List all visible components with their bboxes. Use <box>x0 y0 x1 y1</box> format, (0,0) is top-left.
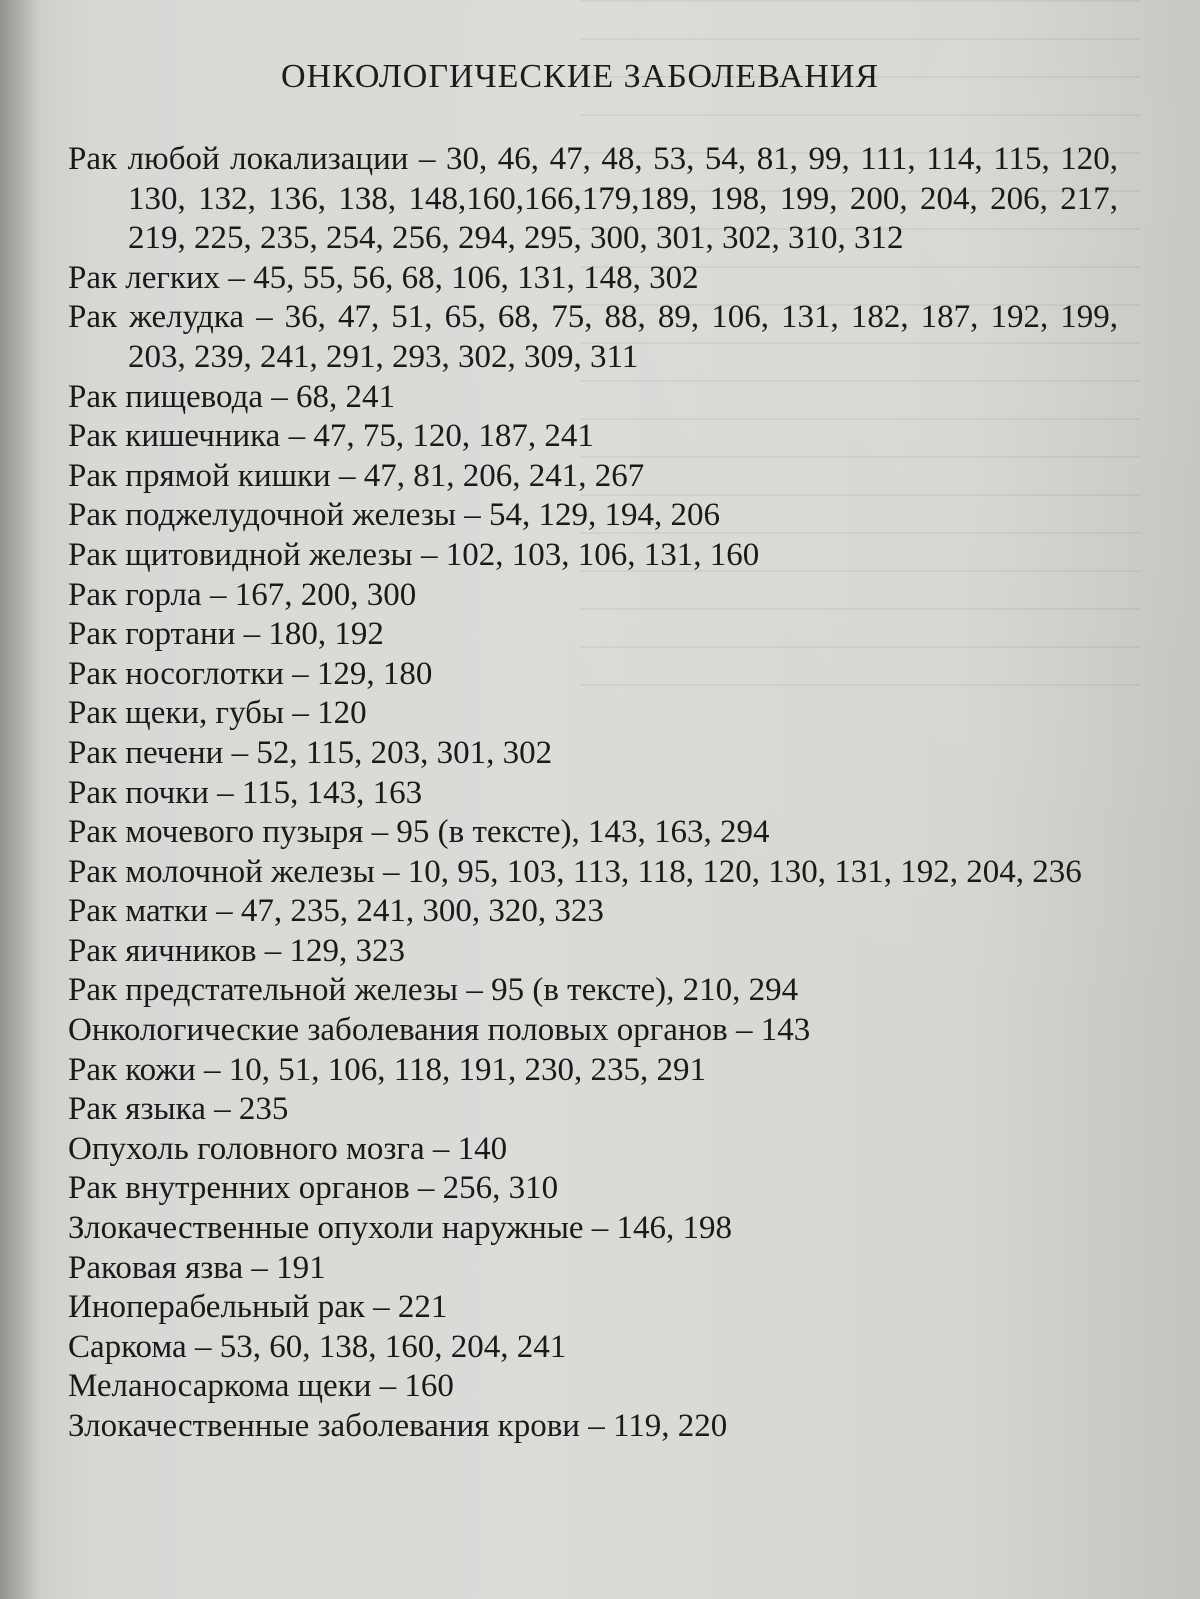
index-page-numbers: 30, 46, 47, 48, 53, 54, 81, 99, 111, 114, 115, 120, 130, 132, 136, 138, 148,160,166,179,189, 198, 199, 200, 204, 206, 217, 219, 225, 235, 254, 256, 294, 295, 300, 301, 302, 310, 312 <box>128 141 1119 257</box>
index-term: Рак кишечника <box>68 418 281 455</box>
index-term: Рак любой локализации <box>68 141 409 177</box>
index-term: Рак внутренних органов <box>68 1170 410 1207</box>
index-term: Рак желудка <box>68 299 244 336</box>
index-entry <box>68 734 1118 774</box>
index-term: Рак языка <box>68 1091 206 1128</box>
index-entry <box>68 1407 1118 1447</box>
index-entry <box>68 378 1118 418</box>
index-entry <box>68 1209 1118 1249</box>
index-dash: – <box>204 1051 221 1088</box>
index-term: Рак гортани <box>68 616 236 653</box>
index-page-numbers: 68, 241 <box>296 378 396 415</box>
index-dash: – <box>292 695 309 732</box>
index-page-numbers: 95 (в тексте), 143, 163, 294 <box>396 814 770 851</box>
index-term: Рак кожи <box>68 1051 196 1088</box>
index-dash: – <box>379 1368 397 1405</box>
index-dash: – <box>417 1170 435 1207</box>
index-entry <box>68 259 1118 299</box>
index-term: Онкологические заболевания половых органов <box>68 1012 728 1049</box>
index-dash: – <box>338 457 356 494</box>
section-title: ОНКОЛОГИЧЕСКИЕ ЗАБОЛЕВАНИЯ <box>280 58 880 95</box>
index-term: Рак легких <box>68 259 221 296</box>
index-entry <box>68 298 1118 377</box>
index-term: Саркома <box>68 1328 187 1365</box>
index-term: Рак печени <box>68 734 224 771</box>
index-term: Рак матки <box>68 893 208 930</box>
index-dash: – <box>432 1130 450 1167</box>
index-dash: – <box>231 734 249 771</box>
index-page-numbers: 191 <box>276 1249 326 1286</box>
index-dash: – <box>251 1249 268 1286</box>
index-entry <box>68 140 1118 259</box>
index-term: Рак яичников <box>68 932 257 969</box>
index-page-numbers: 10, 51, 106, 118, 191, 230, 235, 291 <box>228 1051 707 1088</box>
index-page-numbers: 45, 55, 56, 68, 106, 131, 148, 302 <box>253 259 699 296</box>
index-page-numbers: 160 <box>404 1368 454 1405</box>
index-entry <box>68 813 1118 853</box>
index-dash: – <box>271 378 288 415</box>
index-term: Меланосаркома щеки <box>68 1368 372 1405</box>
index-term: Рак молочной железы <box>68 853 375 890</box>
index-term: Рак щеки, губы <box>68 695 285 732</box>
index-entry <box>68 1130 1118 1170</box>
index-entry <box>68 496 1118 536</box>
index-dash: – <box>214 1091 231 1128</box>
index-term: Раковая язва <box>68 1249 244 1286</box>
index-entry <box>68 417 1118 457</box>
index-page-numbers: 146, 198 <box>616 1210 733 1247</box>
index-dash: – <box>420 536 438 573</box>
index-dash: – <box>256 299 273 336</box>
page-gutter-shadow <box>0 0 40 1599</box>
index-page-numbers: 180, 192 <box>268 616 384 653</box>
index-dash: – <box>591 1210 609 1247</box>
index-term: Опухоль головного мозга <box>68 1130 425 1167</box>
index-entry <box>68 971 1118 1011</box>
index-entry <box>68 457 1118 497</box>
index-dash: – <box>383 853 400 890</box>
index-entry <box>68 1011 1118 1051</box>
index-entry <box>68 576 1118 616</box>
index-entry <box>68 1169 1118 1209</box>
index-page-numbers: 256, 310 <box>442 1170 559 1207</box>
index-page-numbers: 95 (в тексте), 210, 294 <box>491 972 799 1009</box>
index-page-numbers: 221 <box>397 1289 448 1326</box>
index-term: Рак носоглотки <box>68 655 284 692</box>
index-term: Рак прямой кишки <box>68 457 331 494</box>
index-term: Рак мочевого пузыря <box>68 814 364 851</box>
index-page-numbers: 115, 143, 163 <box>241 774 423 811</box>
index-entry <box>68 694 1118 734</box>
index-dash: – <box>418 141 436 177</box>
index-entry <box>68 536 1118 576</box>
index-page-numbers: 47, 81, 206, 241, 267 <box>363 457 645 494</box>
index-page-numbers: 120 <box>317 695 367 732</box>
index-term: Иноперабельный рак <box>68 1289 365 1326</box>
index-entry <box>68 774 1118 814</box>
index-page-numbers: 52, 115, 203, 301, 302 <box>256 734 553 771</box>
index-list <box>68 140 1118 1447</box>
index-dash: – <box>194 1328 212 1365</box>
index-dash: – <box>466 972 483 1009</box>
index-dash: – <box>371 814 389 851</box>
index-page-numbers: 10, 95, 103, 113, 118, 120, 130, 131, 192, 204, 236 <box>407 853 1082 890</box>
index-dash: – <box>264 932 282 969</box>
index-page-numbers: 102, 103, 106, 131, 160 <box>445 536 760 573</box>
index-dash: – <box>209 576 227 613</box>
index-dash: – <box>217 774 234 811</box>
index-term: Рак пищевода <box>68 378 264 415</box>
index-page-numbers: 54, 129, 194, 206 <box>489 497 721 534</box>
index-term: Злокачественные заболевания крови <box>68 1408 580 1444</box>
index-entry <box>68 1328 1118 1368</box>
index-dash: – <box>292 655 309 692</box>
index-entry <box>68 1051 1118 1091</box>
index-entry <box>68 1288 1118 1328</box>
index-page-numbers: 129, 180 <box>316 655 433 692</box>
index-page-numbers: 36, 47, 51, 65, 68, 75, 88, 89, 106, 131, 182, 187, 192, 199, 203, 239, 241, 291, 293, 302, 309, 311 <box>128 299 1119 375</box>
index-dash: – <box>735 1012 753 1049</box>
index-dash: – <box>588 1408 605 1444</box>
index-term: Рак почки <box>68 774 209 811</box>
index-page-numbers: 47, 235, 241, 300, 320, 323 <box>240 893 604 930</box>
index-dash: – <box>228 259 245 296</box>
index-page-numbers: 235 <box>238 1091 289 1128</box>
index-term: Злокачественные опухоли наружные <box>68 1210 584 1247</box>
index-page-numbers: 119, 220 <box>612 1408 728 1444</box>
index-page-numbers: 167, 200, 300 <box>234 576 417 613</box>
index-entry <box>68 1249 1118 1289</box>
index-page-numbers: 143 <box>760 1012 811 1049</box>
index-term: Рак горла <box>68 576 202 613</box>
index-dash: – <box>464 497 481 534</box>
index-entry <box>68 892 1118 932</box>
index-dash: – <box>288 418 306 455</box>
index-dash: – <box>216 893 233 930</box>
index-entry <box>68 1367 1118 1407</box>
index-entry <box>68 932 1118 972</box>
index-page-numbers: 140 <box>457 1130 508 1167</box>
index-entry <box>68 1090 1118 1130</box>
index-entry <box>68 655 1118 695</box>
index-entry <box>68 853 1118 893</box>
index-entry <box>68 615 1118 655</box>
index-term: Рак предстательной железы <box>68 972 459 1009</box>
index-page-numbers: 129, 323 <box>289 932 405 969</box>
index-dash: – <box>243 616 261 653</box>
index-dash: – <box>373 1289 390 1326</box>
index-page-numbers: 53, 60, 138, 160, 204, 241 <box>219 1328 567 1365</box>
index-term: Рак щитовидной железы <box>68 536 413 573</box>
index-page-numbers: 47, 75, 120, 187, 241 <box>313 418 594 455</box>
index-term: Рак поджелудочной железы <box>68 497 457 534</box>
